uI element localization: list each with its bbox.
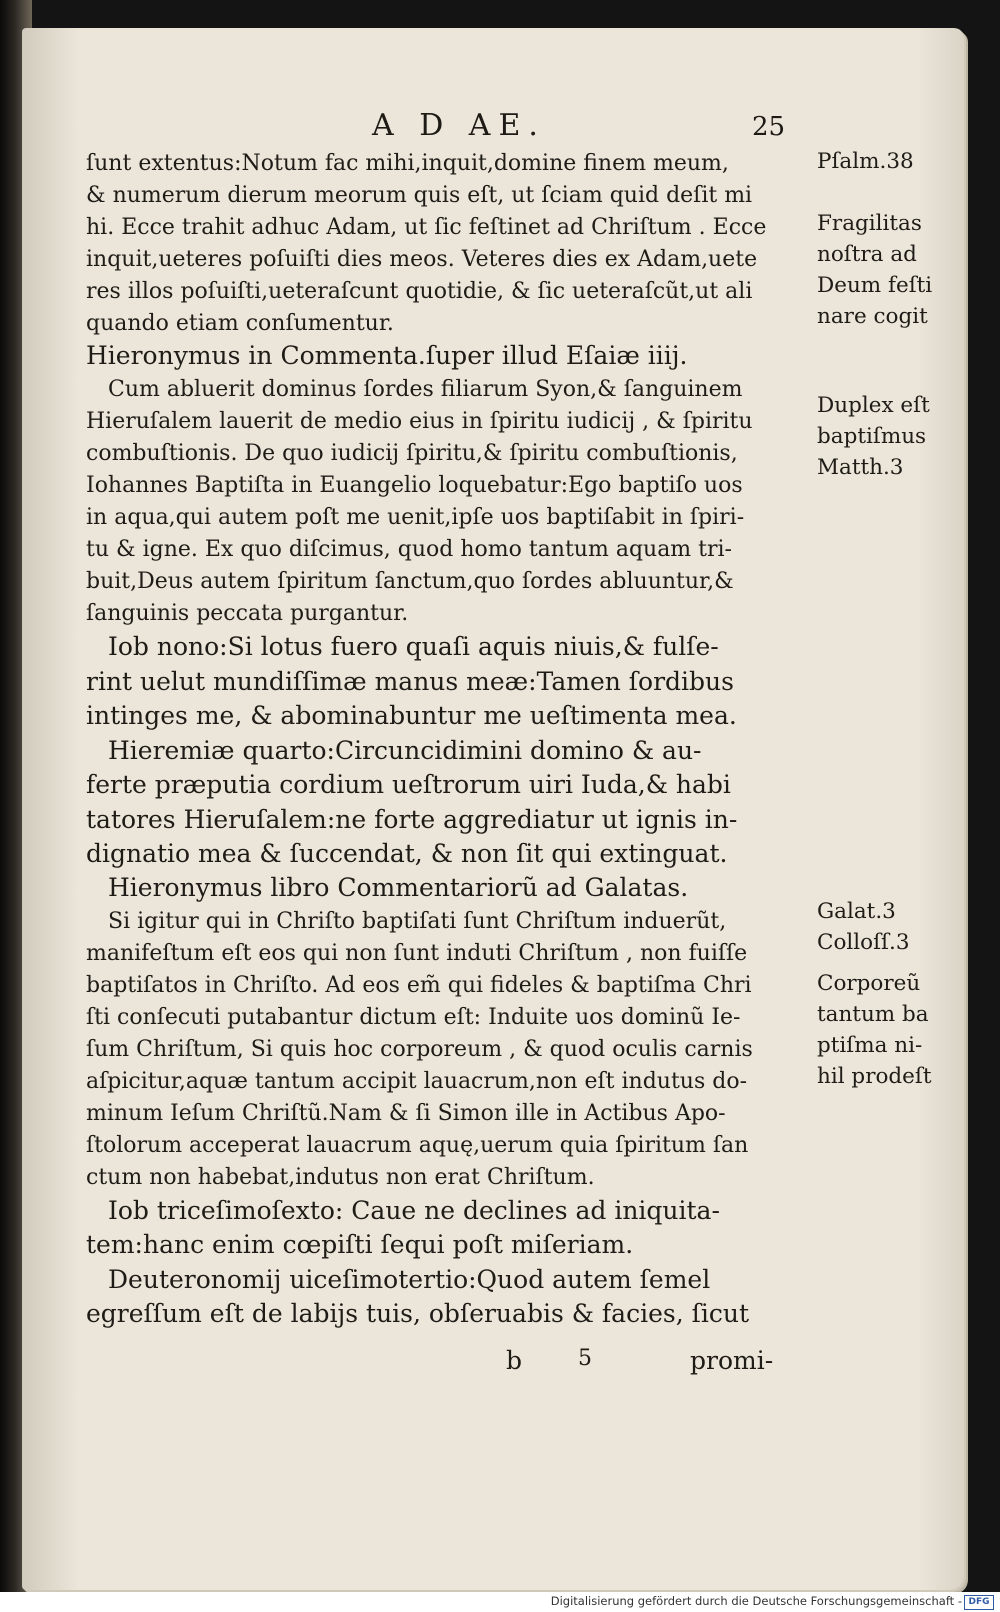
text-line: egreſſum eſt de labijs tuis, obſeruabis & facies, ſicut [86,1299,749,1328]
marginal-note-line: Corporeũ [817,971,921,996]
text-line: buit,Deus autem ſpiritum ſanctum,quo ſordes abluuntur,& [86,569,734,594]
marginal-note [817,390,930,483]
text-line: tem:hanc enim cœpiſti ſequi poſt miſeriam. [86,1230,634,1259]
marginal-note-line: Galat.3 [817,899,896,924]
text-line: hi. Ecce trahit adhuc Adam, ut ſic feſtinet ad Chriſtum . Ecce [86,215,767,240]
signature-mark: b [506,1346,523,1375]
marginal-note-line: nare cogit [817,304,928,329]
catchword: promi- [690,1346,774,1375]
text-line: res illos poſuiſti,ueteraſcunt quotidie, & ſic ueteraſcũt,ut ali [86,279,753,304]
digitization-footer [0,1592,1000,1612]
signature-line [86,1346,804,1382]
text-line: ſtolorum acceperat lauacrum aquę,uerum quia ſpiritum ſan [86,1132,749,1158]
text-line: Iob triceſimoſexto: Caue ne declines ad iniquita- [108,1195,720,1225]
text-line: dignatio mea & ſuccendat, & non ſit qui extinguat. [86,839,728,868]
marginal-note-line: baptiſmus [817,424,927,449]
text-line: & numerum dierum meorum quis eſt, ut ſciam quid deſit mi [86,183,753,208]
text-line: aſpicitur,aquæ tantum accipit lauacrum,non eſt indutus do- [86,1068,747,1094]
marginal-note-line: hil prodeſt [817,1064,932,1089]
marginal-note-line: Duplex eſt [817,393,930,418]
page-number: 25 [752,112,786,142]
marginal-note-line: noſtra ad [817,242,917,267]
marginal-note-line: Fragilitas [817,211,922,236]
main-text-block [86,148,804,1332]
page-header [22,108,964,144]
text-line: Hieronymus in Commenta.ſuper illud Eſaiæ iiij. [86,341,688,370]
text-line: Hieruſalem lauerit de medio eius in ſpiritu iudicij , & ſpiritu [86,409,753,434]
text-line: ctum non habebat,indutus non erat Chriſtum. [86,1164,595,1190]
funding-credit: Digitalisierung gefördert durch die Deutsche Forschungsgemeinschaft - [550,1594,962,1608]
text-line: quando etiam conſumentur. [86,311,394,336]
text-line: baptiſatos in Chriſto. Ad eos em̃ qui fideles & baptiſma Chri [86,972,752,998]
text-line: inquit,ueteres poſuiſti dies meos. Veteres dies ex Adam,uete [86,247,758,272]
text-line: ſti conſecuti putabantur dictum eſt: Induite uos dominũ Ie- [86,1004,741,1030]
text-line: minum Ieſum Chriſtũ.Nam & ſi Simon ille in Actibus Apo- [86,1100,726,1126]
text-line: combuſtionis. De quo iudicij ſpiritu,& ſpiritu combuſtionis, [86,441,738,466]
text-line: ſum Chriſtum, Si quis hoc corporeum , & quod oculis carnis [86,1036,753,1062]
text-line: manifeſtum eſt eos qui non ſunt induti Chriſtum , non fuiſſe [86,940,748,966]
text-line: Deuteronomij uiceſimotertio:Quod autem ſemel [108,1264,711,1294]
marginal-note-line: Matth.3 [817,455,904,480]
text-line: Hieremiæ quarto:Circuncidimini domino & au- [108,735,702,765]
marginal-note [817,896,910,958]
marginal-note [817,146,914,177]
dfg-logo-icon: DFG [964,1595,994,1610]
text-line: tatores Hieruſalem:ne forte aggrediatur ut ignis in- [86,804,738,834]
text-line: ſanguinis peccata purgantur. [86,601,409,626]
marginal-note [817,968,932,1092]
text-line: Iohannes Baptiſta in Euangelio loquebatur:Ego baptiſo uos [86,473,743,498]
text-line: rint uelut mundiſſimæ manus meæ:Tamen ſordibus [86,666,734,696]
text-line: ſunt extentus:Notum fac mihi,inquit,domine finem meum, [86,151,729,176]
text-line: Hieronymus libro Commentariorũ ad Galatas. [108,872,689,902]
text-line: ferte præputia cordium ueſtrorum uiri Iuda,& habi [86,770,731,799]
text-line: Si igitur qui in Chriſto baptiſati ſunt Chriſtum induerũt, [108,908,727,934]
text-line: intinges me, & abominabuntur me ueſtimenta mea. [86,701,737,730]
marginal-note-line: Colloſſ.3 [817,930,910,955]
marginal-note [817,208,932,332]
text-line: tu & igne. Ex quo diſcimus, quod homo tantum aquam tri- [86,537,732,562]
text-line: Cum abluerit dominus ſordes filiarum Syon,& ſanguinem [108,377,743,402]
signature-number: 5 [578,1346,592,1371]
text-line: Iob nono:Si lotus fuero quaſi aquis niuis,& fulſe- [108,632,719,661]
marginal-note-line: Pſalm.38 [817,149,914,174]
marginal-note-line: tantum ba [817,1002,929,1027]
marginal-note-line: Deum feſti [817,273,933,298]
marginal-note-line: ptiſma ni- [817,1033,923,1058]
text-line: in aqua,qui autem poſt me uenit,ipſe uos baptiſabit in ſpiri- [86,505,745,530]
book-page [22,28,964,1590]
running-head: A D AE. [372,108,546,143]
